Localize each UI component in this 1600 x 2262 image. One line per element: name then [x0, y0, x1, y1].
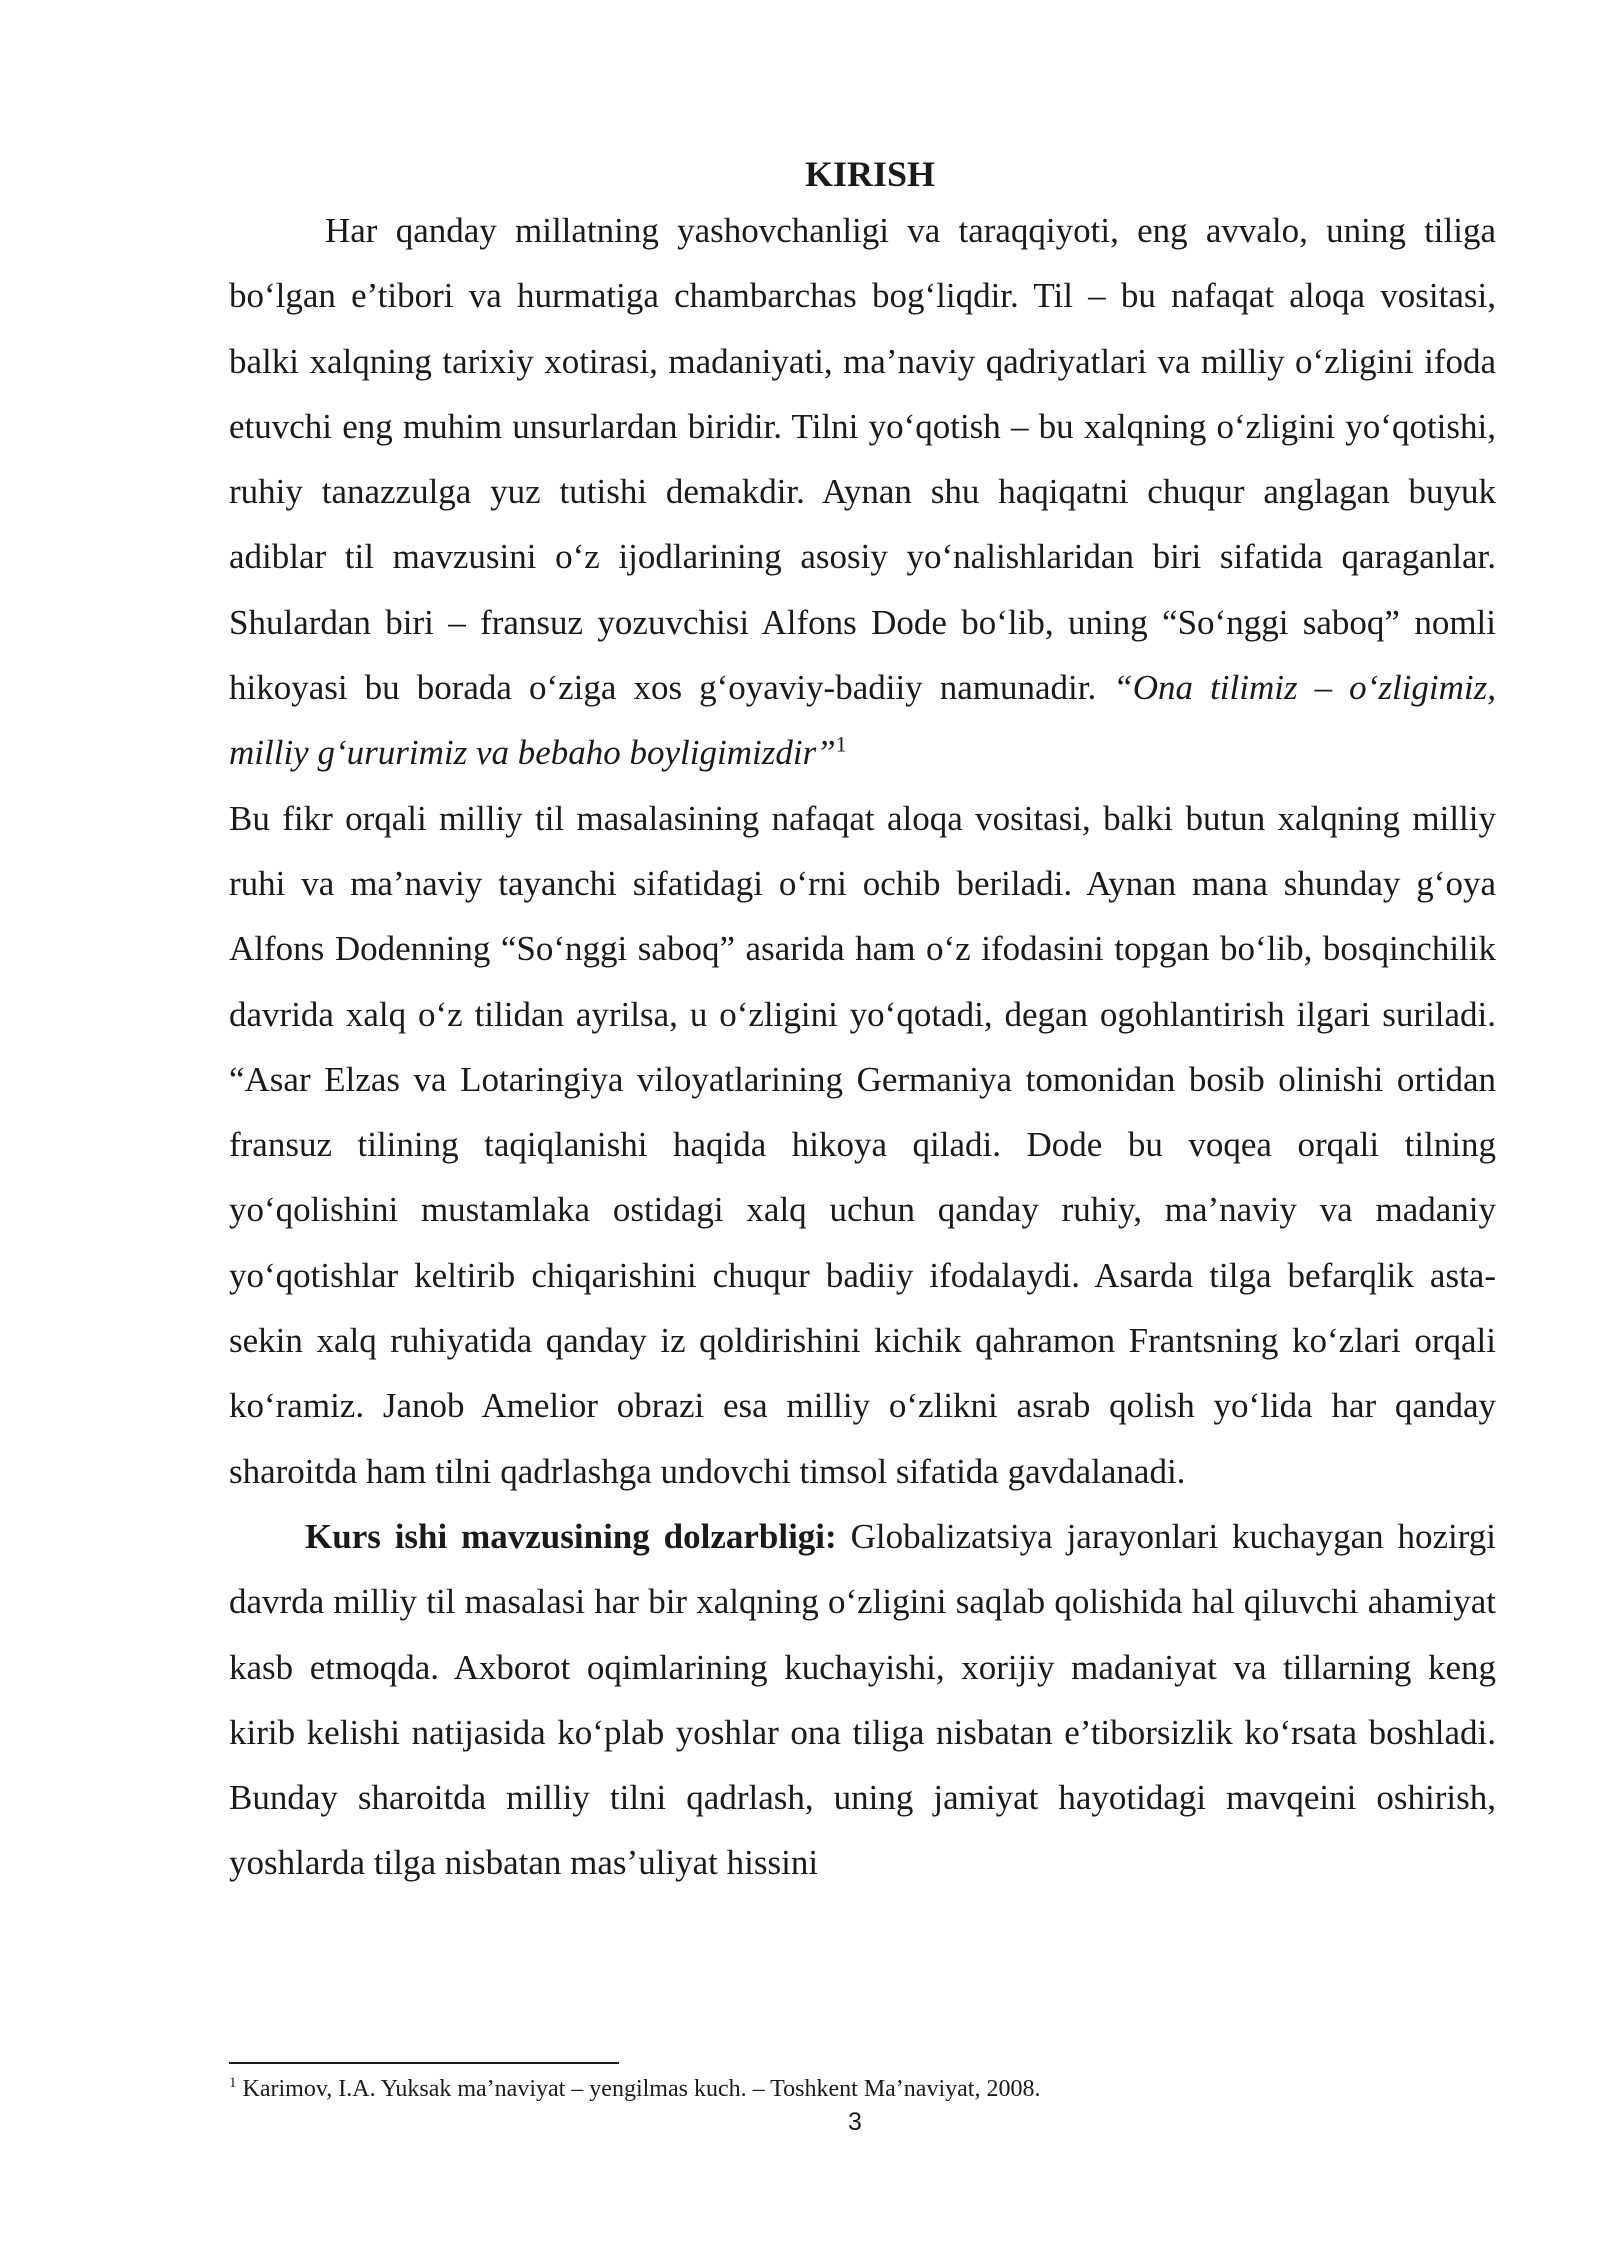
footnote: [229, 2074, 1496, 2104]
footnote-text: Karimov, I.A. Yuksak ma’naviyat – yengilmas kuch. – Toshkent Ma’naviyat, 2008.: [242, 2076, 1041, 2102]
paragraph-text: Har qanday millatning yashovchanligi va taraqqiyoti, eng avvalo, uning tiliga bo‘lgan e’tibori va hurmatiga chambarchas bog‘liqdir. Til – bu nafaqat aloqa vositasi, balki xalqning tarixiy xotirasi, madaniyati, ma’naviy qadriyatlari va milliy o‘zligini ifoda etuvchi eng muhim unsurlardan biridir. Tilni yo‘qotish – bu xalqning o‘zligini yo‘qotishi, ruhiy tanazzulga yuz tutishi demakdir. Aynan shu haqiqatni chuqur anglagan buyuk adiblar til mavzusini o‘z ijodlarining asosiy yo‘nalishlaridan biri sifatida qaraganlar. Shulardan biri – fransuz yozuvchisi Alfons Dode bo‘lib, uning “So‘nggi saboq” nomli hikoyasi bu borada o‘ziga xos g‘oyaviy-badiiy namunadir.: [229, 211, 1496, 708]
paragraph-text-continued: Bu fikr orqali milliy til masalasining nafaqat aloqa vositasi, balki butun xalqning milliy ruhi va ma’naviy tayanchi sifatidagi o‘rni ochib beriladi. Aynan mana shunday g‘oya Alfons Dodenning “So‘nggi saboq” asarida ham o‘z ifodasini topgan bo‘lib, bosqinchilik davrida xalq o‘z tilidan ayrilsa, u o‘zligini yo‘qotadi, degan ogohlantirish ilgari suriladi. “Asar Elzas va Lotaringiya viloyatlarining Germaniya tomonidan bosib olinishi ortidan fransuz tilining taqiqlanishi haqida hikoya qiladi. Dode bu voqea orqali tilning yo‘qolishini mustamlaka ostidagi xalq uchun qanday ruhiy, ma’naviy va madaniy yo‘qotishlar keltirib chiqarishini chuqur badiiy ifodalaydi. Asarda tilga befarqlik asta-sekin xalq ruhiyatida qanday iz qoldirishini kichik qahramon Frantsning ko‘zlari orqali ko‘ramiz. Janob Amelior obrazi esa milliy o‘zlikni asrab qolish yo‘lida har qanday sharoitda ham tilni qadrlashga undovchi timsol sifatida gavdalanadi.: [229, 798, 1496, 1491]
italic-quote: “Ona tilimiz – o‘zligimiz, milliy g‘ururimiz va bebaho boyligimizdir”: [229, 668, 1496, 773]
paragraph-introduction: [229, 198, 1496, 1504]
page-title: KIRISH: [804, 154, 936, 194]
footnote-marker: 1: [229, 2075, 237, 2091]
relevance-text: Globalizatsiya jarayonlari kuchaygan hozirgi davrda milliy til masalasi har bir xalqning o‘zligini saqlab qolishida hal qiluvchi ahamiyat kasb etmoqda. Axborot oqimlarining kuchayishi, xorijiy madaniyat va tillarning keng kirib kelishi natijasida ko‘plab yoshlar ona tiliga nisbatan e’tiborsizlik ko‘rsata boshladi. Bunday sharoitda milliy tilni qadrlash, uning jamiyat hayotidagi mavqeini oshirish, yoshlarda tilga nisbatan mas’uliyat hissini: [229, 1516, 1497, 1883]
paragraph-relevance: [229, 1504, 1496, 1896]
footnote-reference[interactable]: 1: [835, 731, 847, 757]
page-number: 3: [848, 2108, 862, 2136]
relevance-heading: Kurs ishi mavzusining dolzarbligi:: [305, 1516, 837, 1556]
body-text: [229, 198, 1496, 1896]
footnote-separator: [229, 2062, 619, 2064]
